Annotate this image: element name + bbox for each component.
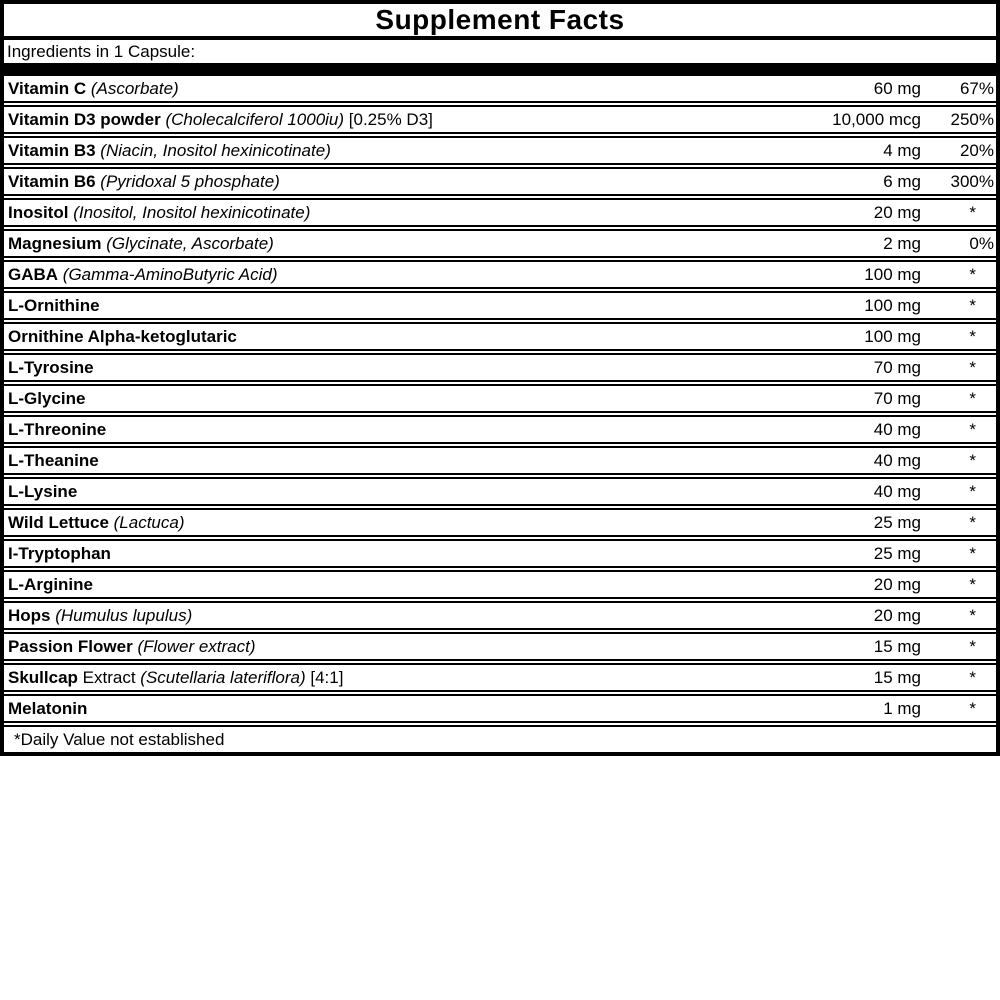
ingredient-name-bold: Magnesium (8, 234, 102, 253)
ingredient-row (4, 477, 996, 506)
ingredient-name-latin: (Pyridoxal 5 phosphate) (100, 172, 280, 191)
ingredient-row (4, 260, 996, 289)
ingredient-row (4, 384, 996, 413)
ingredient-amount: 20 mg (873, 203, 921, 222)
ingredient-name-bold: L-Ornithine (8, 296, 100, 315)
ingredient-row (4, 322, 996, 351)
ingredient-name (4, 324, 721, 349)
ingredient-amount: 10,000 mcg (832, 110, 921, 129)
ingredient-name-latin: (Lactuca) (113, 513, 185, 532)
ingredient-row (4, 105, 996, 134)
label-title: Supplement Facts (4, 4, 996, 40)
ingredient-name-bold: Vitamin D3 powder (8, 110, 161, 129)
ingredient-name (4, 572, 721, 597)
ingredient-daily-value: * (969, 544, 976, 563)
serving-size-line: Ingredients in 1 Capsule: (7, 42, 196, 61)
ingredient-name-bold: Skullcap (8, 668, 78, 687)
ingredient-daily-value: 300% (950, 172, 994, 191)
ingredient-amount: 20 mg (873, 606, 921, 625)
ingredient-amount: 100 mg (864, 265, 921, 284)
ingredient-name-latin: (Gamma-AminoButyric Acid) (62, 265, 278, 284)
ingredient-daily-value: * (969, 420, 976, 439)
ingredient-amount: 6 mg (883, 172, 921, 191)
ingredient-amount: 1 mg (883, 699, 921, 718)
ingredient-name (4, 448, 721, 473)
ingredient-name-bold: Hops (8, 606, 51, 625)
ingredient-daily-value: * (969, 668, 976, 687)
ingredient-row (4, 76, 996, 103)
ingredient-name-latin: (Humulus lupulus) (55, 606, 193, 625)
ingredient-name-bold: Melatonin (8, 699, 88, 718)
ingredient-name-bold: L-Lysine (8, 482, 78, 501)
ingredient-amount: 100 mg (864, 296, 921, 315)
ingredient-amount: 4 mg (883, 141, 921, 160)
ingredient-row (4, 229, 996, 258)
ingredient-name (4, 355, 721, 380)
ingredient-name (4, 262, 721, 287)
ingredient-name (4, 386, 721, 411)
ingredient-amount: 70 mg (873, 389, 921, 408)
ingredient-daily-value: * (969, 637, 976, 656)
ingredient-row (4, 601, 996, 630)
ingredient-name-suffix: [0.25% D3] (348, 110, 433, 129)
ingredient-amount: 100 mg (864, 327, 921, 346)
ingredient-name-bold: Ornithine Alpha-ketoglutaric (8, 327, 237, 346)
ingredient-amount: 40 mg (873, 482, 921, 501)
ingredient-amount: 15 mg (873, 668, 921, 687)
ingredient-row (4, 291, 996, 320)
ingredient-name-bold: GABA (8, 265, 59, 284)
ingredient-row (4, 136, 996, 165)
ingredient-name-bold: L-Arginine (8, 575, 93, 594)
ingredient-row (4, 570, 996, 599)
ingredient-amount: 20 mg (873, 575, 921, 594)
ingredient-name-latin: (Glycinate, Ascorbate) (106, 234, 274, 253)
ingredient-name (4, 107, 721, 132)
ingredient-amount: 25 mg (873, 513, 921, 532)
ingredient-name (4, 169, 721, 194)
ingredient-name (4, 603, 721, 628)
ingredient-daily-value: * (969, 606, 976, 625)
ingredient-name (4, 76, 721, 101)
ingredient-name (4, 541, 721, 566)
daily-value-footnote: *Daily Value not established (14, 730, 225, 749)
ingredient-row (4, 415, 996, 444)
ingredient-amount: 2 mg (883, 234, 921, 253)
ingredient-daily-value: * (969, 482, 976, 501)
ingredient-name-bold: Vitamin B3 (8, 141, 96, 160)
ingredient-name (4, 231, 721, 256)
ingredient-name-bold: Vitamin C (8, 79, 87, 98)
ingredient-name (4, 138, 721, 163)
ingredient-name (4, 665, 721, 690)
ingredient-amount: 60 mg (873, 79, 921, 98)
ingredient-name (4, 510, 721, 535)
ingredient-daily-value: 0% (969, 234, 994, 253)
ingredient-name-bold: L-Tyrosine (8, 358, 94, 377)
ingredient-daily-value: * (969, 203, 976, 222)
ingredient-daily-value: * (969, 451, 976, 470)
ingredient-name-latin: (Flower extract) (137, 637, 256, 656)
ingredient-name-bold: Vitamin B6 (8, 172, 96, 191)
ingredient-name-bold: Passion Flower (8, 637, 133, 656)
ingredient-name (4, 479, 721, 504)
ingredient-row (4, 198, 996, 227)
ingredient-daily-value: * (969, 513, 976, 532)
ingredient-daily-value: * (969, 358, 976, 377)
ingredient-name-latin: (Ascorbate) (90, 79, 179, 98)
footnote-row (4, 725, 996, 752)
ingredient-amount: 70 mg (873, 358, 921, 377)
ingredient-daily-value: * (969, 327, 976, 346)
ingredient-name-bold: L-Theanine (8, 451, 99, 470)
ingredient-daily-value: 250% (950, 110, 994, 129)
ingredient-name (4, 417, 721, 442)
ingredient-row (4, 632, 996, 661)
ingredient-row (4, 694, 996, 723)
ingredient-name (4, 696, 721, 721)
ingredient-name-bold: L-Threonine (8, 420, 107, 439)
ingredient-name-suffix: [4:1] (310, 668, 344, 687)
ingredient-daily-value: * (969, 265, 976, 284)
ingredient-daily-value: 20% (959, 141, 994, 160)
ingredient-amount: 40 mg (873, 451, 921, 470)
ingredient-name-plain: Extract (82, 668, 136, 687)
ingredient-rows (4, 76, 996, 752)
ingredient-daily-value: * (969, 575, 976, 594)
ingredient-daily-value: * (969, 699, 976, 718)
ingredient-row (4, 446, 996, 475)
ingredient-row (4, 663, 996, 692)
ingredient-name-bold: Inositol (8, 203, 69, 222)
ingredient-name-latin: (Niacin, Inositol hexinicotinate) (100, 141, 331, 160)
ingredient-name-latin: (Inositol, Inositol hexinicotinate) (73, 203, 311, 222)
ingredient-amount: 40 mg (873, 420, 921, 439)
ingredient-row (4, 353, 996, 382)
ingredient-name-bold: I-Tryptophan (8, 544, 111, 563)
ingredient-name (4, 200, 721, 225)
ingredient-daily-value: 67% (959, 79, 994, 98)
ingredient-name-latin: (Cholecalciferol 1000iu) (165, 110, 345, 129)
ingredient-row (4, 167, 996, 196)
ingredient-name (4, 634, 721, 659)
ingredient-name-bold: Wild Lettuce (8, 513, 109, 532)
separator-bar (4, 63, 996, 76)
ingredient-daily-value: * (969, 296, 976, 315)
ingredient-amount: 15 mg (873, 637, 921, 656)
ingredient-name (4, 293, 721, 318)
ingredient-name-bold: L-Glycine (8, 389, 86, 408)
ingredient-daily-value: * (969, 389, 976, 408)
ingredient-amount: 25 mg (873, 544, 921, 563)
ingredient-row (4, 508, 996, 537)
ingredient-name-latin: (Scutellaria lateriflora) (140, 668, 306, 687)
ingredient-row (4, 539, 996, 568)
